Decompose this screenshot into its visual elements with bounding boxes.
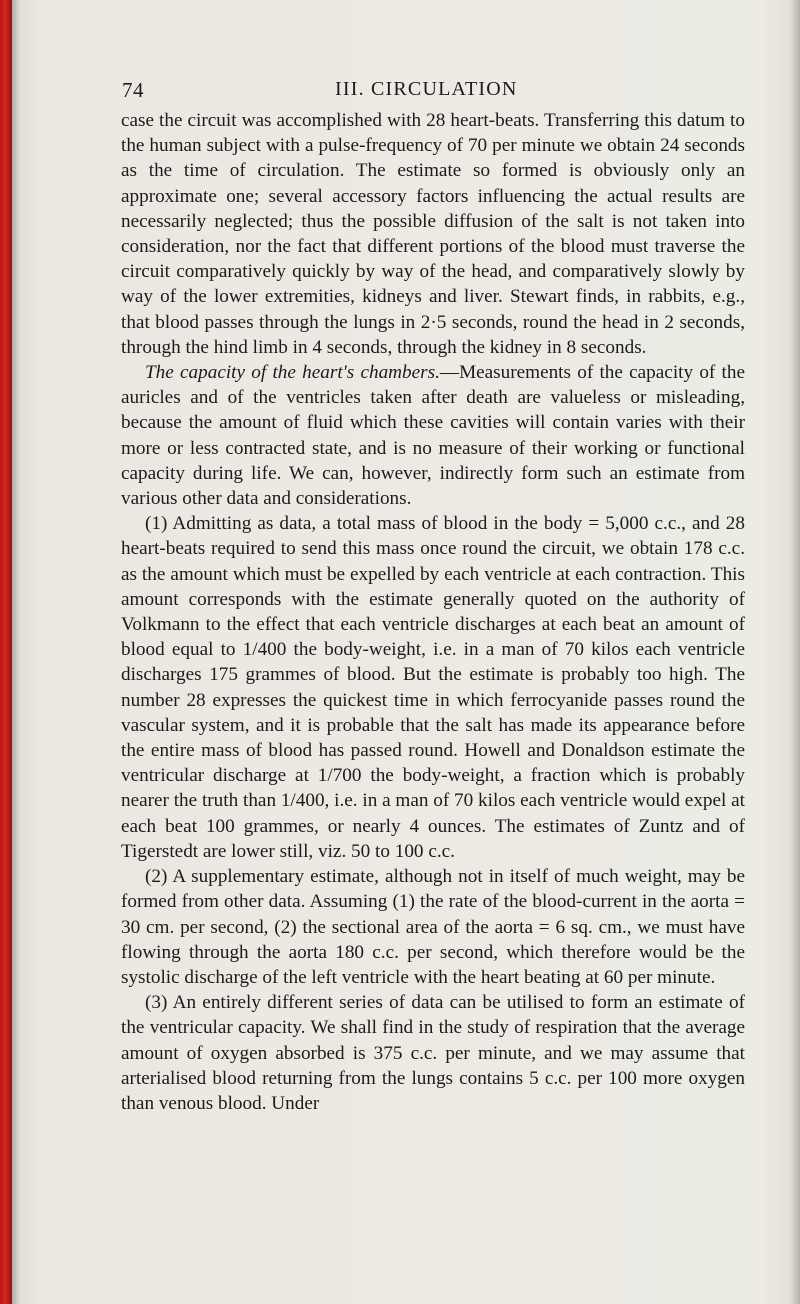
running-head: III. CIRCULATION [335, 78, 518, 100]
page-header [0, 78, 800, 102]
page-number: 74 [122, 78, 144, 102]
section-heading: The capacity of the heart's chambers. [145, 362, 440, 384]
paragraph-estimate-2: (2) A supplementary estimate, although not in itself of much weight, may be formed from other data. Assuming (1) the rate of the blood-current in the aorta = 30 cm. per second, (2) the sectional area of the aorta = 6 sq. cm., we must have flowing through the aorta 180 c.c. per second, which therefore would be the systolic discharge of the left ventricle with the heart beating at 60 per minute. [121, 866, 745, 988]
red-binding-edge [0, 0, 12, 1304]
page-edge [790, 0, 800, 1304]
paragraph-heart-capacity-text: —Measurements of the capacity of the auricles and of the ventricles taken after death are valueless or misleading, because the amount of fluid which these cavities will contain varies with their more or less contracted state, and is no measure of their working or functional capacity during life. We can, however, indirectly form such an estimate from various other data and considerations. [121, 362, 745, 510]
paragraph-estimate-3: (3) An entirely different series of data can be utilised to form an estimate of the ventricular capacity. We shall find in the study of respiration that the average amount of oxygen absorbed is 375 c.c. per minute, and we may assume that arterialised blood returning from the lungs contains 5 c.c. per 100 more oxygen than venous blood. Under [121, 992, 745, 1114]
page-body [121, 108, 745, 1116]
paragraph-circulation-time: case the circuit was accomplished with 28 heart-beats. Transferring this datum to the human subject with a pulse-frequency of 70 per minute we obtain 24 seconds as the time of circulation. The estimate so formed is obviously only an approximate one; several accessory factors influencing the actual results are necessarily neglected; thus the possible diffusion of the salt is not taken into consideration, nor the fact that different portions of the blood must traverse the circuit comparatively quickly by way of the head, and comparatively slowly by way of the lower extremities, kidneys and liver. Stewart finds, in rabbits, e.g., that blood passes through the lungs in 2·5 seconds, round the head in 2 seconds, through the hind limb in 4 seconds, through the kidney in 8 seconds. [121, 110, 745, 358]
paragraph-heart-capacity [121, 360, 745, 511]
paragraph-estimate-1: (1) Admitting as data, a total mass of blood in the body = 5,000 c.c., and 28 heart-beats required to send this mass once round the circuit, we obtain 178 c.c. as the amount which must be expelled by each ventricle at each contraction. This amount corresponds with the estimate generally quoted on the authority of Volkmann to the effect that each ventricle discharges at each beat an amount of blood equal to 1/400 the body-weight, i.e. in a man of 70 kilos each ventricle discharges 175 grammes of blood. But the estimate is probably too high. The number 28 expresses the quickest time in which ferrocyanide passes round the vascular system, and it is probable that the salt has made its appearance before the entire mass of blood has passed round. Howell and Donaldson estimate the ventricular discharge at 1/700 the body-weight, a fraction which is probably nearer the truth than 1/400, i.e. in a man of 70 kilos each ventricle would expel at each beat 100 grammes, or nearly 4 ounces. The estimates of Zuntz and of Tigerstedt are lower still, viz. 50 to 100 c.c. [121, 513, 745, 862]
gutter-shadow [12, 0, 20, 1304]
